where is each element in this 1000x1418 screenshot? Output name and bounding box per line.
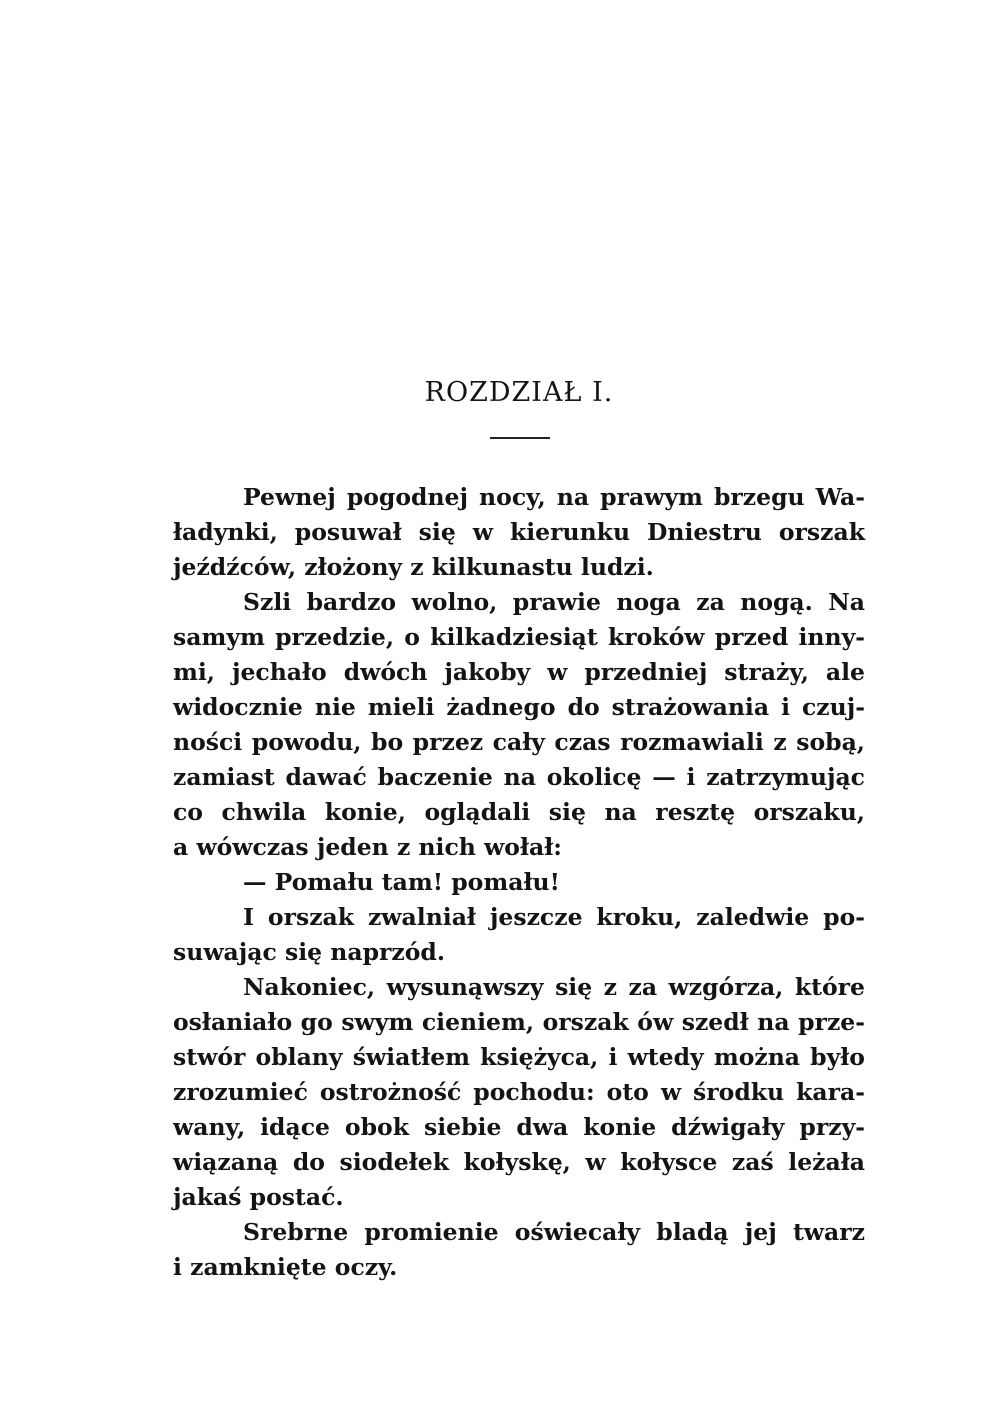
text-line: Nakoniec, wysunąwszy się z za wzgórza, które	[243, 973, 865, 1001]
text-line: Srebrne promienie oświecały bladą jej twarz	[243, 1218, 865, 1246]
chapter-body-text	[173, 480, 865, 1285]
text-line: I orszak zwalniał jeszcze kroku, zaledwie po-	[243, 903, 865, 931]
text-line: jeźdźców, złożony z kilkunastu ludzi.	[173, 553, 654, 581]
text-line: ności powodu, bo przez cały czas rozmawiali z sobą,	[173, 728, 865, 756]
text-line: jakaś postać.	[173, 1183, 344, 1211]
text-line: Szli bardzo wolno, prawie noga za nogą. Na	[243, 588, 865, 616]
chapter-title: ROZDZIAŁ I.	[424, 377, 614, 408]
text-line: i zamknięte oczy.	[173, 1253, 398, 1281]
text-line: wiązaną do siodełek kołyskę, w kołysce zaś leżała	[173, 1148, 865, 1176]
text-line: co chwila konie, oglądali się na resztę orszaku,	[173, 798, 865, 826]
text-line: Pewnej pogodnej nocy, na prawym brzegu Wa-	[243, 483, 865, 511]
text-line: suwając się naprzód.	[173, 938, 446, 966]
text-line: mi, jechało dwóch jakoby w przedniej straży, ale	[173, 658, 865, 686]
text-line: ładynki, posuwał się w kierunku Dniestru orszak	[173, 518, 865, 546]
text-line: wany, idące obok siebie dwa konie dźwigały przy-	[173, 1113, 865, 1141]
title-divider	[490, 437, 550, 439]
text-line: samym przedzie, o kilkadziesiąt kroków przed inny-	[173, 623, 865, 651]
text-line: — Pomału tam! pomału!	[243, 868, 560, 896]
text-line: widocznie nie mieli żadnego do strażowania i czuj-	[173, 693, 865, 721]
text-line: zamiast dawać baczenie na okolicę — i zatrzymując	[173, 763, 865, 791]
text-line: zrozumieć ostrożność pochodu: oto w środku kara-	[173, 1078, 865, 1106]
text-line: a wówczas jeden z nich wołał:	[173, 833, 562, 861]
text-line: osłaniało go swym cieniem, orszak ów szedł na prze-	[173, 1008, 865, 1036]
text-line: stwór oblany światłem księżyca, i wtedy można było	[173, 1043, 865, 1071]
